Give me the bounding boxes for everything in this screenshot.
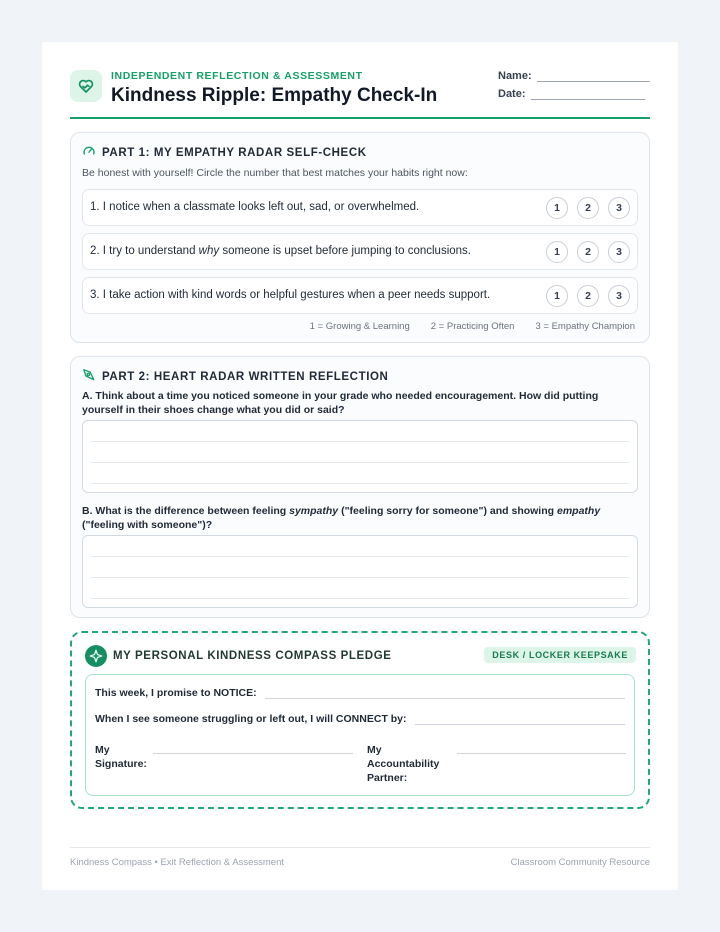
notice-label: This week, I promise to NOTICE: [95,687,257,699]
date-field[interactable] [498,88,645,100]
rating-option-1[interactable]: 1 [546,285,568,307]
rating-option-2[interactable]: 2 [577,197,599,219]
legend-item-2: 2 = Practicing Often [430,321,515,332]
question-text-3: 3. I take action with kind words or helpful gestures when a peer needs support. [90,289,491,301]
part2-heading [82,368,388,385]
notice-field[interactable] [95,687,625,699]
keepsake-badge: DESK / LOCKER KEEPSAKE [484,647,636,663]
heart-hands-icon [70,70,102,102]
notice-line[interactable] [265,688,625,699]
rating-scale-3 [546,285,630,307]
connect-field[interactable] [95,713,625,725]
question-text-2: 2. I try to understand why someone is upset before jumping to conclusions. [90,245,471,257]
partner-line[interactable] [457,753,626,754]
rating-option-3[interactable]: 3 [608,197,630,219]
rating-scale-1 [546,197,630,219]
rating-option-1[interactable]: 1 [546,197,568,219]
header-eyebrow: INDEPENDENT REFLECTION & ASSESSMENT [111,70,363,82]
prompt-b: B. What is the difference between feeling sympathy ("feeling sorry for someone") and showing empathy ("feeling with someone")? [82,505,601,531]
part2-card [70,356,650,618]
footer-left: Kindness Compass • Exit Reflection & Assessment [70,857,285,868]
rating-option-2[interactable]: 2 [577,285,599,307]
response-box-a[interactable] [82,420,638,493]
connect-line[interactable] [415,714,625,725]
pledge-form [85,674,635,796]
prompt-a: A. Think about a time you noticed someone in your grade who needed encouragement. How did putting yourself in their shoes change what you did or said? [82,390,599,416]
pledge-card [70,631,650,809]
name-line[interactable] [537,70,650,82]
header-divider [70,117,650,119]
legend-item-3: 3 = Empathy Champion [535,321,635,332]
radar-pen-icon [82,368,96,385]
partner-label: My Accountability Partner: [367,744,440,784]
name-field[interactable] [498,70,650,82]
rating-option-2[interactable]: 2 [577,241,599,263]
rating-legend [310,321,635,332]
footer-divider [70,847,650,848]
response-box-b[interactable] [82,535,638,608]
part2-title: PART 2: HEART RADAR WRITTEN REFLECTION [102,370,389,383]
rating-scale-2 [546,241,630,263]
question-text-1: 1. I notice when a classmate looks left out, sad, or overwhelmed. [90,201,420,213]
question-row-2 [82,233,638,270]
compass-star-icon [85,645,107,667]
question-row-1 [82,189,638,226]
rating-option-1[interactable]: 1 [546,241,568,263]
part1-intro: Be honest with yourself! Circle the number that best matches your habits right now: [82,167,468,179]
part1-title: PART 1: MY EMPATHY RADAR SELF-CHECK [102,146,367,159]
footer-right: Classroom Community Resource [510,857,650,868]
pledge-title: MY PERSONAL KINDNESS COMPASS PLEDGE [113,650,392,662]
part1-card [70,132,650,343]
rating-option-3[interactable]: 3 [608,285,630,307]
part1-heading [82,144,367,161]
signature-label: My Signature: [95,744,147,770]
gauge-icon [82,144,96,161]
date-label: Date: [498,88,526,100]
name-label: Name: [498,70,532,82]
signature-line[interactable] [153,753,353,754]
rating-option-3[interactable]: 3 [608,241,630,263]
connect-label: When I see someone struggling or left out, I will CONNECT by: [95,713,407,725]
legend-item-1: 1 = Growing & Learning [309,321,410,332]
page-title: Kindness Ripple: Empathy Check-In [111,85,438,106]
question-row-3 [82,277,638,314]
date-line[interactable] [531,88,645,100]
worksheet-page [42,42,678,890]
